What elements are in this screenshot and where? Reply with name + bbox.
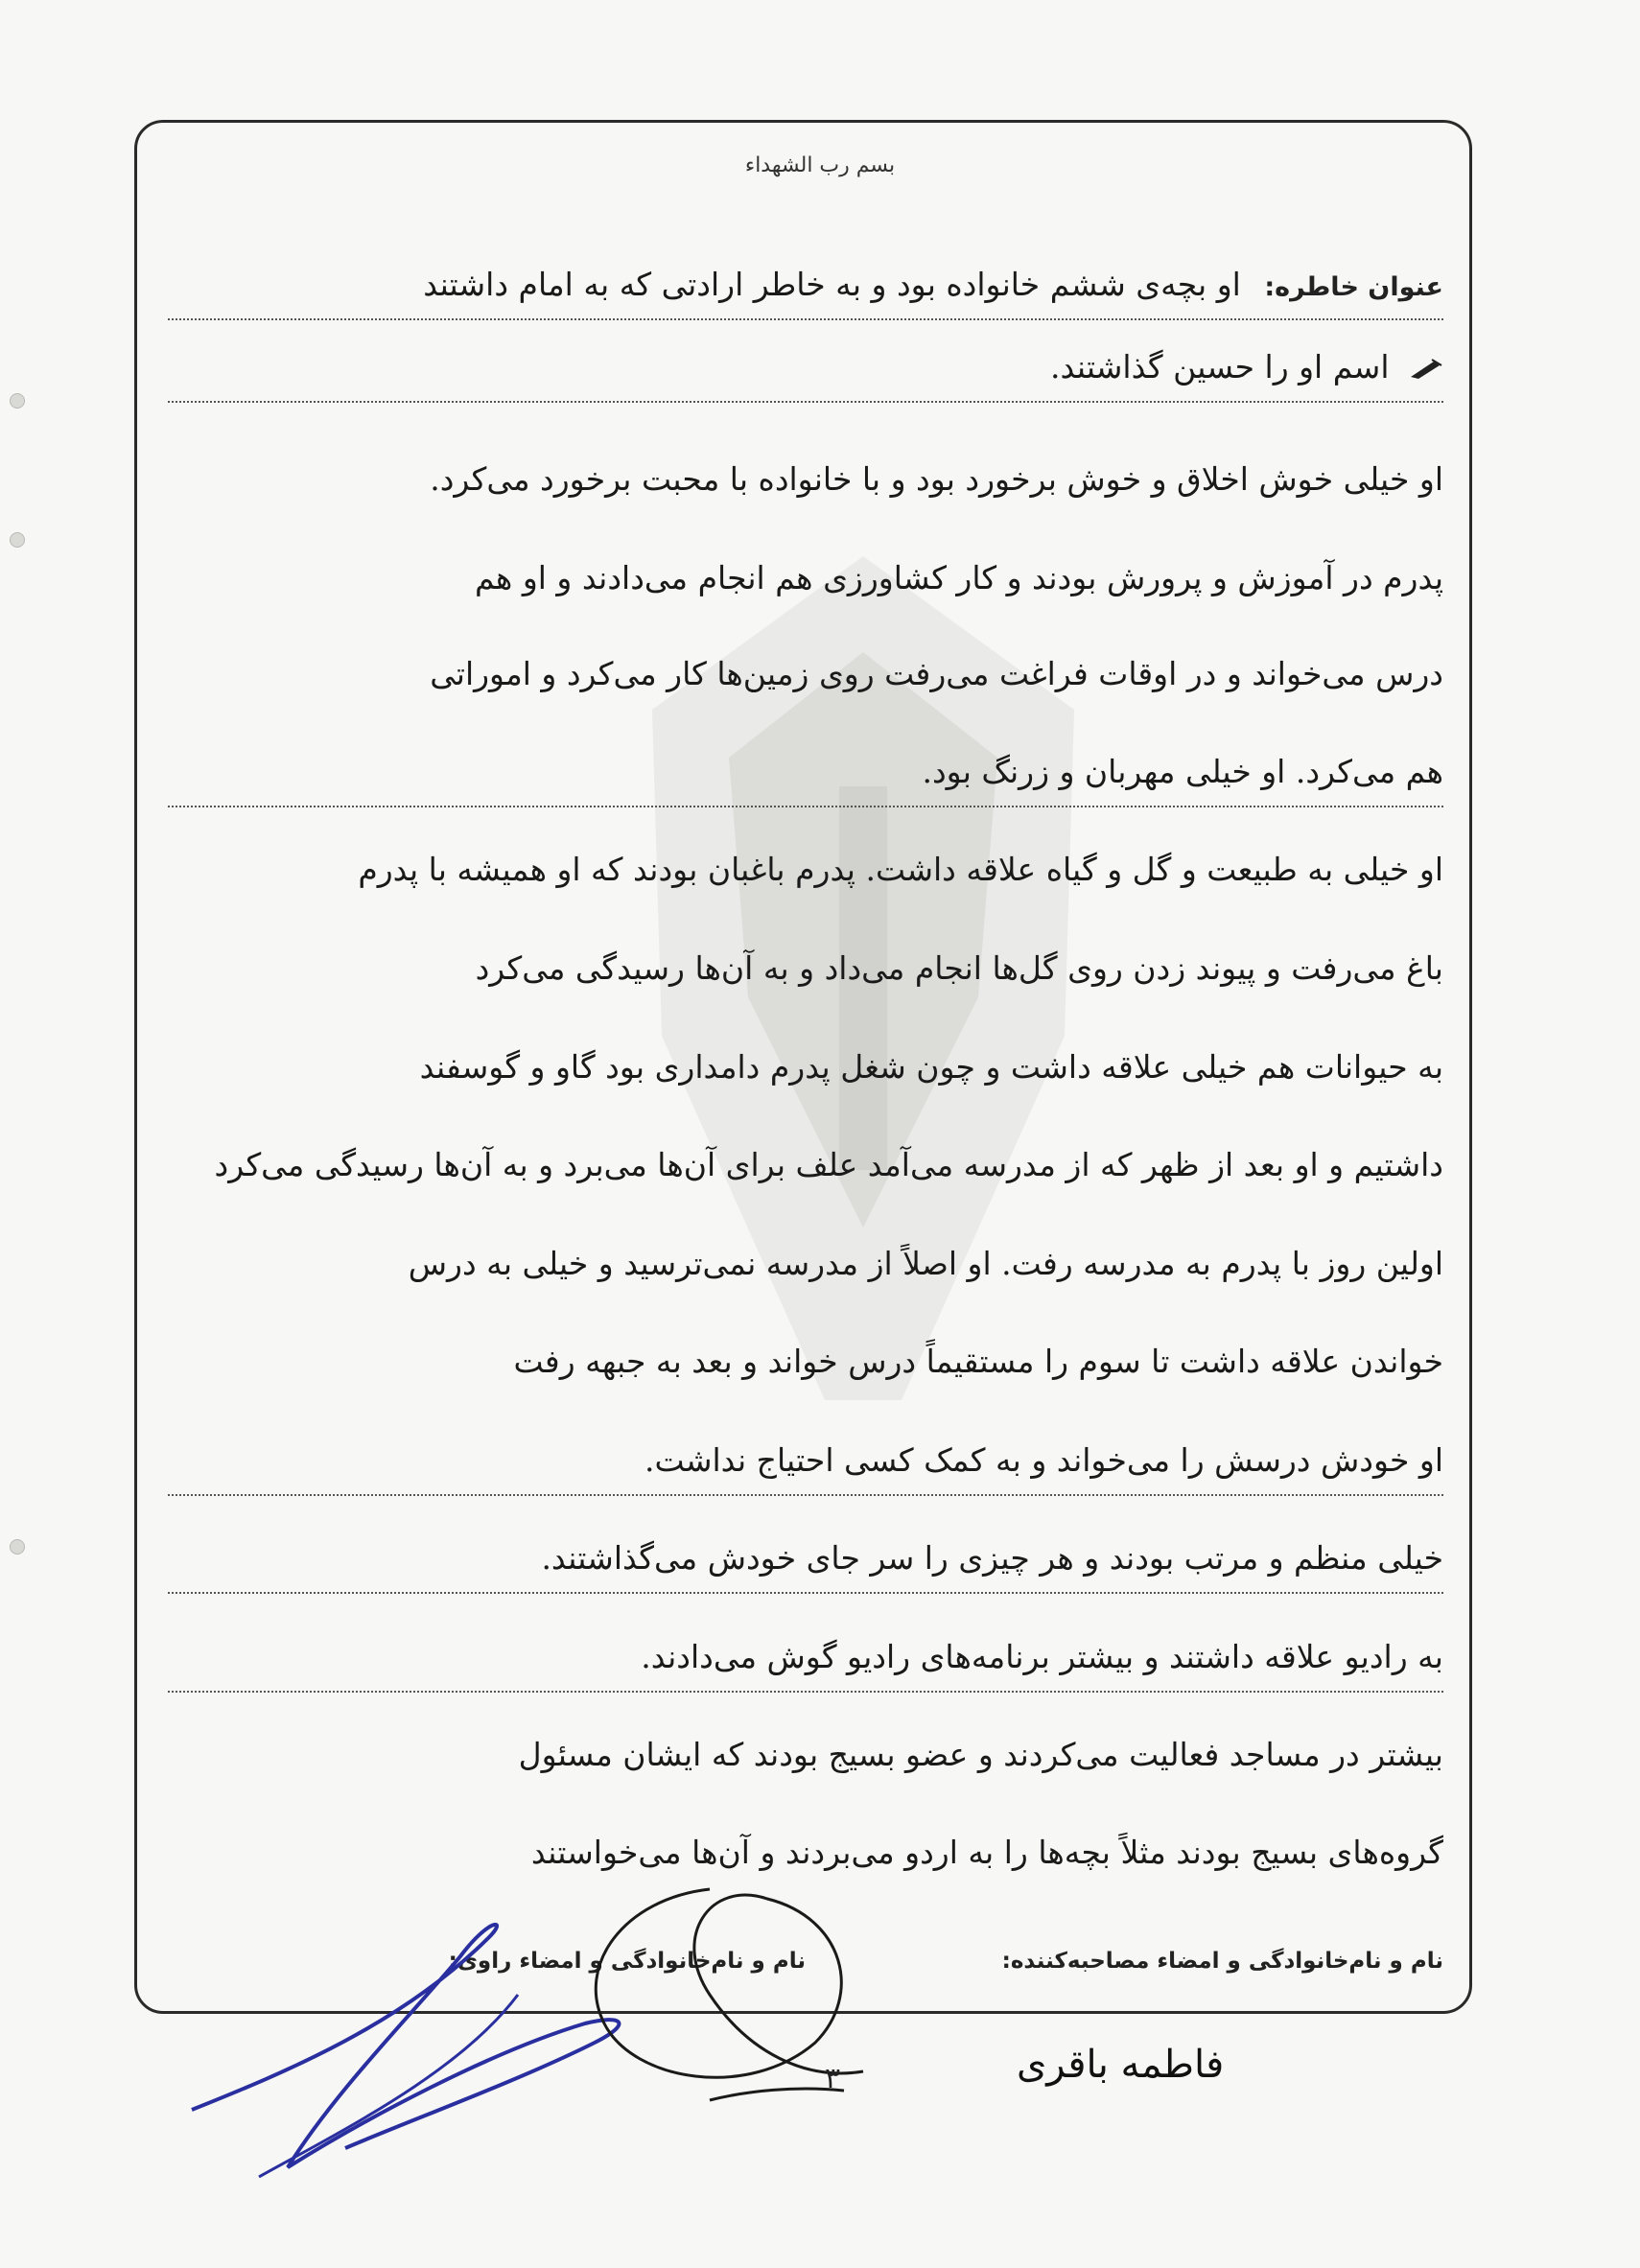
binder-hole [10, 532, 25, 548]
body-line: هم می‌کرد. او خیلی مهربان و زرنگ بود. [168, 738, 1443, 807]
narrator-label: نام و نام‌خانوادگی و امضاء راوی: [448, 1949, 806, 1974]
body-line: داشتیم و او بعد از ظهر که از مدرسه می‌آمد علف برای آن‌ها می‌برد و به آن‌ها رسیدگی می‌کرد [214, 1146, 1443, 1183]
body-line: به حیوانات هم خیلی علاقه داشت و چون شغل پدرم دامداری بود گاو و گوسفند [419, 1048, 1443, 1086]
body-line: به رادیو علاقه داشتند و بیشتر برنامه‌های رادیو گوش می‌دادند. [168, 1624, 1443, 1693]
pen-hand-icon [1409, 358, 1443, 381]
binder-hole [10, 1539, 25, 1555]
body-line: بیشتر در مساجد فعالیت می‌کردند و عضو بسیج بودند که ایشان مسئول [518, 1736, 1443, 1773]
page-number: ۳ [825, 2062, 841, 2095]
body-line: درس می‌خواند و در اوقات فراغت می‌رفت روی زمین‌ها کار می‌کرد و اموراتی [430, 655, 1443, 692]
memory-title-label: عنوان خاطره: [1264, 272, 1443, 302]
body-line: خواندن علاقه داشت تا سوم را مستقیماً درس خواند و بعد به جبهه رفت [513, 1343, 1443, 1380]
memory-title-value: او بچه‌ی ششم خانواده بود و به خاطر ارادتی که به امام داشتند [423, 266, 1241, 303]
body-line: اولین روز با پدرم به مدرسه رفت. او اصلاً از مدرسه نمی‌ترسید و خیلی به درس [408, 1245, 1443, 1282]
memory-title-row [168, 251, 1443, 320]
memory-title-value-2: اسم او را حسین گذاشتند. [1050, 348, 1390, 386]
body-line: خیلی منظم و مرتب بودند و هر چیزی را سر جای خودش می‌گذاشتند. [168, 1525, 1443, 1594]
body-line: او خیلی به طبیعت و گل و گیاه علاقه داشت. پدرم باغبان بودند که او همیشه با پدرم [358, 851, 1443, 888]
body-line: پدرم در آموزش و پرورش بودند و کار کشاورزی هم انجام می‌دادند و او هم [474, 559, 1443, 596]
interviewer-label: نام و نام‌خانوادگی و امضاء مصاحبه‌کننده: [1001, 1949, 1443, 1974]
binder-hole [10, 393, 25, 409]
signature-scribble [173, 1880, 1036, 2196]
body-line: او خودش درسش را می‌خواند و به کمک کسی احتیاج نداشت. [168, 1427, 1443, 1496]
body-line: گروه‌های بسیج بودند مثلاً بچه‌ها را به اردو می‌بردند و آن‌ها می‌خواستند [530, 1834, 1443, 1871]
narrator-name: فاطمه باقری [1017, 2043, 1225, 2087]
memory-title-row-2 [168, 334, 1443, 403]
body-line: او خیلی خوش اخلاق و خوش برخورد بود و با خانواده با محبت برخورد می‌کرد. [430, 460, 1443, 498]
page-header-title: بسم رب الشهداء [744, 153, 896, 177]
body-line: باغ می‌رفت و پیوند زدن روی گل‌ها انجام می‌داد و به آن‌ها رسیدگی می‌کرد [475, 949, 1443, 987]
